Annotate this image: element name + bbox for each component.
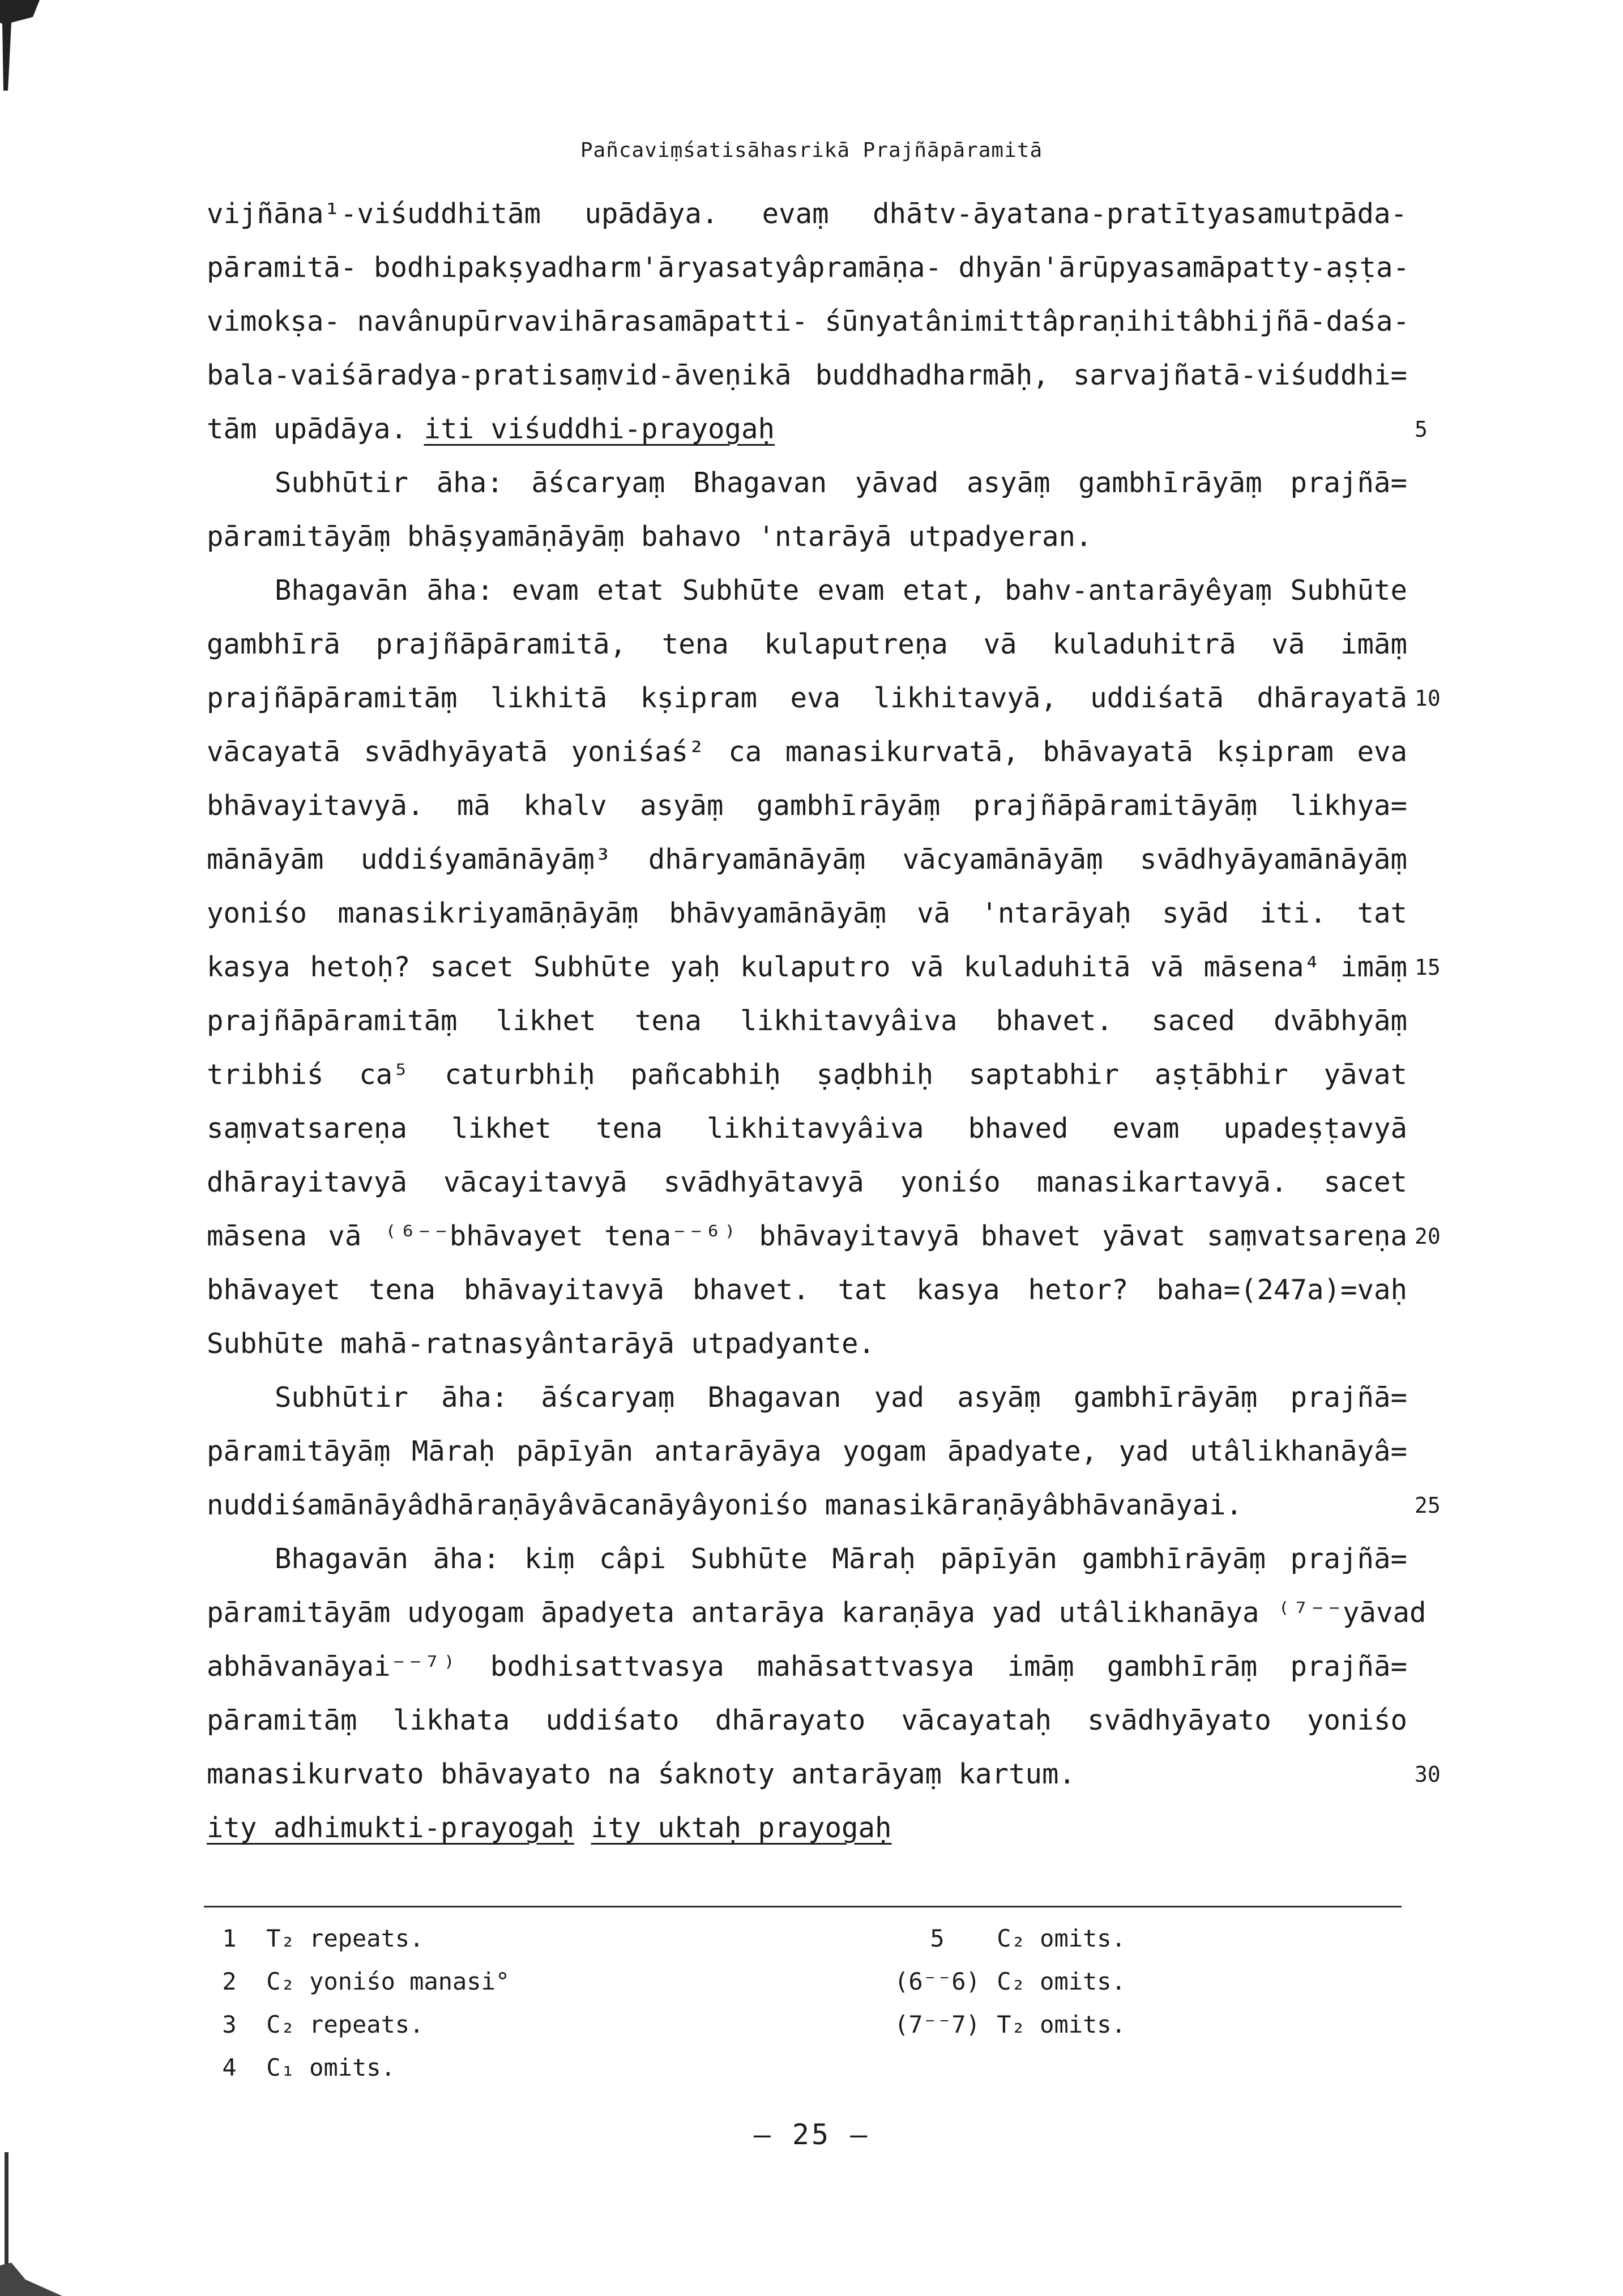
- text-line-15: kasya hetoḥ? sacet Subhūte yaḥ kulaputro vā kuladuhitā vā māsena⁴ imāṃ: [207, 951, 1407, 983]
- text-line-31: [207, 1801, 1407, 1855]
- section-end-heading: iti viśuddhi-prayogaḥ: [424, 413, 775, 445]
- text-line-4: bala-vaiśāradya-pratisaṃvid-āveṇikā buddhadharmāḥ, sarvajñatā-viśuddhi=: [207, 359, 1407, 391]
- text-line-29: pāramitāṃ likhata uddiśato dhārayato vācayataḥ svādhyāyato yoniśo: [207, 1704, 1407, 1736]
- text-line-30: manasikurvato bhāvayato na śaknoty antarāyaṃ kartum.: [207, 1758, 1076, 1790]
- text-line-18: saṃvatsareṇa likhet tena likhitavyâiva bhaved evam upadeṣṭavyā: [207, 1112, 1407, 1145]
- line-number-20: 20: [1415, 1224, 1441, 1249]
- text-line-21: bhāvayet tena bhāvayitavyā bhavet. tat kasya hetor? baha=(247a)=vaḥ: [207, 1274, 1407, 1306]
- footnote-text: T₂ repeats.: [266, 1924, 424, 1952]
- text-line-22: Subhūte mahā-ratnasyântarāyā utpadyante.: [207, 1328, 875, 1360]
- text-line-8: Bhagavān āha: evam etat Subhūte evam etat, bahv-antarāyêyaṃ Subhūte: [275, 574, 1407, 607]
- footnote-marker: (7⁻⁻7): [894, 2011, 980, 2038]
- scan-edge-mark-top: [0, 0, 40, 91]
- footnote-4: [207, 2046, 395, 2089]
- footnote-marker: 3: [222, 2011, 237, 2038]
- running-head: Pañcaviṃśatisāhasrikā Prajñāpāramitā: [580, 139, 1043, 162]
- text-line-20: māsena vā ⁽⁶⁻⁻bhāvayet tena⁻⁻⁶⁾ bhāvayitavyā bhavet yāvat saṃvatsareṇa: [207, 1220, 1407, 1252]
- footnote-3: [207, 2003, 424, 2046]
- footnote-6-6: [892, 1960, 1126, 2003]
- line-number-15: 15: [1415, 955, 1441, 980]
- footnote-1: [207, 1917, 424, 1960]
- footnote-marker: 1: [222, 1924, 237, 1952]
- page-number: — 25 —: [753, 2118, 870, 2151]
- text-line-24: pāramitāyāṃ Māraḥ pāpīyān antarāyāya yogam āpadyate, yad utâlikhanāyâ=: [207, 1435, 1407, 1467]
- text-line-1: vijñāna¹-viśuddhitām upādāya. evaṃ dhātv-āyatana-pratītyasamutpāda-: [207, 198, 1407, 230]
- text-line-12: bhāvayitavyā. mā khalv asyāṃ gambhīrāyāṃ prajñāpāramitāyāṃ likhya=: [207, 789, 1407, 822]
- footnote-marker: 2: [222, 1968, 237, 1995]
- footnote-text: C₂ omits.: [997, 1924, 1126, 1952]
- text-line-9: gambhīrā prajñāpāramitā, tena kulaputreṇa vā kuladuhitrā vā imāṃ: [207, 628, 1407, 660]
- footnote-marker: 5: [930, 1924, 945, 1952]
- text-line-23: Subhūtir āha: āścaryaṃ Bhagavan yad asyāṃ gambhīrāyāṃ prajñā=: [275, 1381, 1407, 1414]
- section-end-heading-ukta: ity uktaḥ prayogaḥ: [591, 1812, 892, 1844]
- text-line-17: tribhiś ca⁵ caturbhiḥ pañcabhiḥ ṣaḍbhiḥ saptabhir aṣṭābhir yāvat: [207, 1059, 1407, 1091]
- footnote-text: C₂ yoniśo manasi°: [266, 1968, 510, 1995]
- text-line-10: prajñāpāramitāṃ likhitā kṣipram eva likhitavyā, uddiśatā dhārayatā: [207, 682, 1407, 714]
- footnote-text: T₂ omits.: [997, 2011, 1126, 2038]
- text-line-28: abhāvanāyai⁻⁻⁷⁾ bodhisattvasya mahāsattvasya imāṃ gambhīrāṃ prajñā=: [207, 1650, 1407, 1683]
- line-number-5: 5: [1415, 417, 1428, 442]
- text-line-16: prajñāpāramitāṃ likhet tena likhitavyâiva bhavet. saced dvābhyāṃ: [207, 1005, 1407, 1037]
- footnote-2: [207, 1960, 510, 2003]
- text-line-13: mānāyām uddiśyamānāyāṃ³ dhāryamānāyāṃ vācyamānāyāṃ svādhyāyamānāyāṃ: [207, 843, 1407, 876]
- line-number-30: 30: [1415, 1762, 1441, 1787]
- footnote-rule: [204, 1906, 1402, 1907]
- footnote-7-7: [892, 2003, 1126, 2046]
- text-line-25: nuddiśamānāyâdhāraṇāyâvācanāyâyoniśo manasikāraṇāyâbhāvanāyai.: [207, 1489, 1243, 1521]
- text-line-5: [207, 402, 1407, 456]
- text-line-5-start: tām upādāya.: [207, 413, 424, 445]
- footnote-marker: 4: [222, 2054, 237, 2081]
- text-line-26: Bhagavān āha: kiṃ câpi Subhūte Māraḥ pāpīyān gambhīrāyāṃ prajñā=: [275, 1543, 1407, 1575]
- line-number-25: 25: [1415, 1493, 1441, 1518]
- text-line-27: pāramitāyām udyogam āpadyeta antarāya karaṇāya yad utâlikhanāya ⁽⁷⁻⁻yāvad: [207, 1597, 1426, 1629]
- text-line-6: Subhūtir āha: āścaryaṃ Bhagavan yāvad asyāṃ gambhīrāyāṃ prajñā=: [275, 467, 1407, 499]
- text-line-14: yoniśo manasikriyamāṇāyāṃ bhāvyamānāyāṃ vā 'ntarāyaḥ syād iti. tat: [207, 897, 1407, 929]
- footnote-marker: (6⁻⁻6): [894, 1968, 980, 1995]
- text-line-2: pāramitā- bodhipakṣyadharm'āryasatyâpramāṇa- dhyān'ārūpyasamāpatty-aṣṭa-: [207, 251, 1410, 284]
- footnote-text: C₂ repeats.: [266, 2011, 424, 2038]
- footnote-5: [892, 1917, 1126, 1960]
- section-end-heading-adhimukti: ity adhimukti-prayogaḥ: [207, 1812, 575, 1844]
- text-line-11: vācayatā svādhyāyatā yoniśaś² ca manasikurvatā, bhāvayatā kṣipram eva: [207, 736, 1407, 768]
- footnote-text: C₁ omits.: [266, 2054, 395, 2081]
- text-line-7: pāramitāyāṃ bhāṣyamāṇāyāṃ bahavo 'ntarāyā utpadyeran.: [207, 520, 1092, 553]
- scan-edge-mark-bottom: [0, 2152, 62, 2296]
- text-line-3: vimokṣa- navânupūrvavihārasamāpatti- śūnyatânimittâpraṇihitâbhijñā-daśa-: [207, 305, 1410, 338]
- line-number-10: 10: [1415, 686, 1441, 711]
- footnote-text: C₂ omits.: [997, 1968, 1126, 1995]
- text-line-19: dhārayitavyā vācayitavyā svādhyātavyā yoniśo manasikartavyā. sacet: [207, 1166, 1407, 1198]
